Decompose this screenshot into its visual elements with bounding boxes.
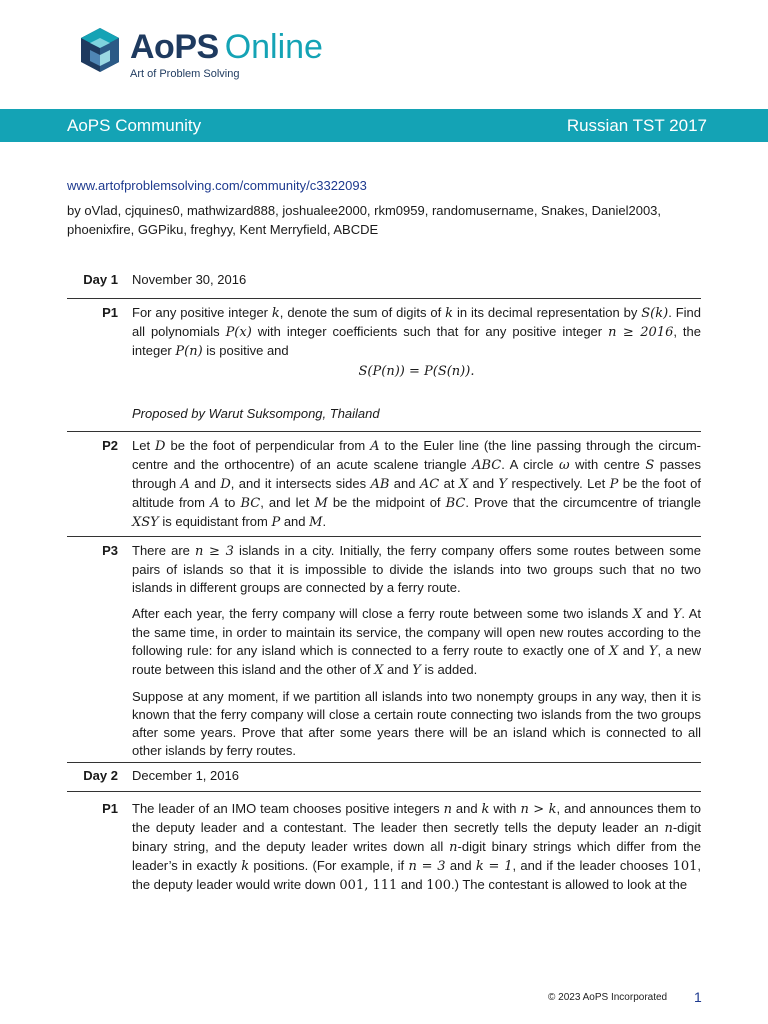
problem-block	[67, 431, 701, 536]
problem-label: P1	[102, 305, 118, 320]
banner-community-link[interactable]: AoPS Community	[67, 116, 202, 135]
page-number: 1	[694, 989, 702, 1005]
brand-online: Online	[224, 28, 323, 66]
day-label: Day 2	[83, 768, 118, 783]
day-label: Day 1	[83, 272, 118, 287]
problem-proposer: Proposed by Warut Suksompong, Thailand	[132, 406, 380, 421]
day-header	[67, 262, 701, 298]
banner-contest-title: Russian TST 2017	[566, 116, 707, 135]
problem-block	[67, 298, 701, 431]
problem-text: For any positive integer k, denote the sum of digits of k in its decimal representation by S(k). Find all polynomials P(x) with integer coefficients such that for any positive integer n ≥ 2016, the integer P(n) is positive and S(P(n)) = P(S(n)). Proposed by Warut Suksompong, Thailand	[132, 305, 702, 421]
brand-aops: AoPS	[130, 28, 219, 66]
authors-line: by oVlad, cjquines0, mathwizard888, joshualee2000, rkm0959, randomusername, Snakes, Daniel2003, phoenixfire, GGPiku, freghyy, Kent Merryfield, ABCDE	[67, 203, 662, 237]
aops-cube-icon	[78, 26, 122, 74]
brand-wordmark	[130, 30, 323, 64]
day-date: December 1, 2016	[132, 768, 239, 783]
brand-tagline: Art of Problem Solving	[130, 68, 240, 80]
community-banner	[0, 109, 768, 142]
problem-text: There are n ≥ 3 islands in a city. Initially, the ferry company offers some routes between some pairs of islands so that it is impossible to divide the islands into two groups such that no two islands in different groups are connected by a ferry route. After each year, the ferry company will close a ferry route between some two islands X and Y. At the same time, in order to maintain its service, the company will open new routes according to the following rule: for any island which is connected to a ferry route to exactly one of X and Y, a new route between this island and the other of X and Y is added. Suppose at any moment, if we partition all islands into two nonempty groups in any way, then it is known that the ferry company will close a certain route connecting two islands from the two groups after some years. Prove that after some years there will be an island which is connected to all other islands by ferry routes.	[132, 543, 701, 758]
problem-text: The leader of an IMO team chooses positive integers n and k with n > k, and announces them to the deputy leader and a contestant. The leader then secretly tells the deputy leader an n-digit binary string, and the deputy leader writes down all n-digit binary strings which differ from the leader’s in exactly k positions. (For example, if n = 3 and k = 1, and if the leader chooses 101, the deputy leader would write down 001, 111 and 100.) The contestant is allowed to look at the	[132, 801, 702, 893]
problem-list	[67, 262, 701, 895]
day-date: November 30, 2016	[132, 272, 247, 287]
display-equation: S(P(n)) = P(S(n)).	[358, 364, 475, 379]
day-header	[67, 762, 701, 791]
community-url-link[interactable]: www.artofproblemsolving.com/community/c3322093	[67, 178, 367, 193]
problem-label: P1	[102, 801, 118, 816]
problem-block	[67, 791, 701, 895]
problem-label: P2	[102, 438, 118, 453]
problem-block	[67, 536, 701, 762]
problem-label: P3	[102, 543, 118, 558]
copyright-notice: © 2023 AoPS Incorporated	[548, 992, 668, 1003]
problem-text: Let D be the foot of perpendicular from A to the Euler line (the line passing through the circum-centre and the orthocentre) of an acute scalene triangle ABC. A circle ω with centre S passes through A and D, and it intersects sides AB and AC at X and Y respectively. Let P be the foot of altitude from A to BC, and let M be the midpoint of BC. Prove that the circumcentre of triangle XSY is equidistant from P and M.	[132, 438, 701, 530]
